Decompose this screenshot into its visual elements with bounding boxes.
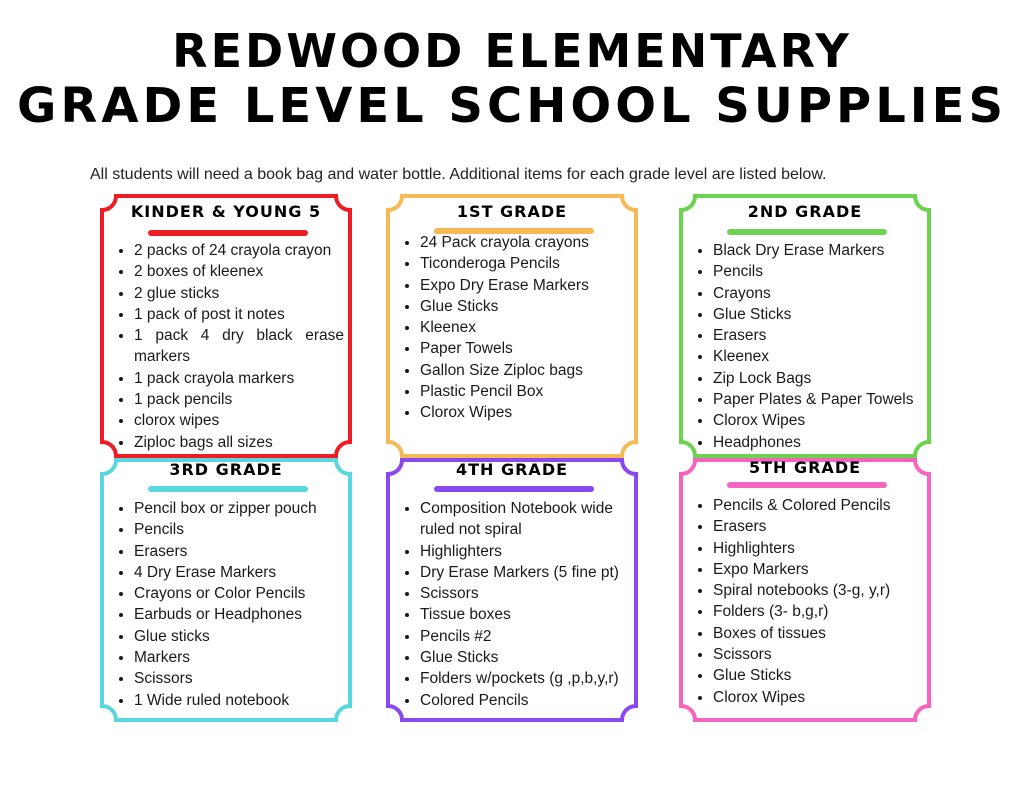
supply-item: • Expo Dry Erase Markers xyxy=(420,275,630,296)
supply-item: • 24 Pack crayola crayons xyxy=(420,232,630,253)
supply-item: • Crayons xyxy=(713,283,923,304)
supply-list xyxy=(386,498,630,711)
supply-item: • Markers xyxy=(134,647,344,668)
supply-item: • Glue Sticks xyxy=(420,296,630,317)
supply-item: • Glue Sticks xyxy=(420,647,630,668)
supply-item: • Highlighters xyxy=(420,541,630,562)
card-title: 2ND GRADE xyxy=(747,202,863,221)
supply-item: • 1 pack crayola markers xyxy=(134,368,344,389)
supply-item: • Gallon Size Ziploc bags xyxy=(420,360,630,381)
supply-item: • Pencils & Colored Pencils xyxy=(713,495,923,516)
supply-card-4th-grade xyxy=(386,458,638,722)
supply-card-2nd-grade xyxy=(679,194,931,458)
supply-item: • Glue sticks xyxy=(134,626,344,647)
supply-item: • Expo Markers xyxy=(713,559,923,580)
supply-item: • Zip Lock Bags xyxy=(713,368,923,389)
supply-item: • Black Dry Erase Markers xyxy=(713,240,923,261)
supply-item: • Glue Sticks xyxy=(713,304,923,325)
supply-item: • Composition Notebook wide ruled not spiral xyxy=(420,498,630,541)
card-title: KINDER & YOUNG 5 xyxy=(130,202,322,221)
supply-list xyxy=(100,240,344,453)
supply-list xyxy=(679,495,923,708)
intro-text: All students will need a book bag and water bottle. Additional items for each grade level are listed below. xyxy=(90,166,827,183)
supply-item: • Crayons or Color Pencils xyxy=(134,583,344,604)
supply-item: • Pencils xyxy=(713,261,923,282)
supply-item: • Folders w/pockets (g ,p,b,y,r) xyxy=(420,668,630,689)
card-title: 1ST GRADE xyxy=(456,202,568,221)
supply-card-5th-grade xyxy=(679,458,931,722)
supply-item: • 2 glue sticks xyxy=(134,283,344,304)
supply-item: • 1 pack 4 dry black erase markers xyxy=(134,325,344,368)
card-title-underline xyxy=(727,229,887,235)
supply-item: • Ticonderoga Pencils xyxy=(420,253,630,274)
supply-item: • 1 Wide ruled notebook xyxy=(134,690,344,711)
page-title-line-2: GRADE LEVEL SCHOOL SUPPLIES xyxy=(16,78,1008,134)
supply-item: • Kleenex xyxy=(713,346,923,367)
supply-card-kinder xyxy=(100,194,352,458)
supply-item: • Clorox Wipes xyxy=(713,410,923,431)
supply-item: • Scissors xyxy=(134,668,344,689)
supply-card-3rd-grade xyxy=(100,458,352,722)
card-title-underline xyxy=(434,486,594,492)
supply-item: • Erasers xyxy=(713,516,923,537)
supply-item: • Spiral notebooks (3-g, y,r) xyxy=(713,580,923,601)
supply-list xyxy=(679,240,923,453)
supply-item: • Headphones xyxy=(713,432,923,453)
supply-item: • Colored Pencils xyxy=(420,690,630,711)
supply-item: • Kleenex xyxy=(420,317,630,338)
card-title-underline xyxy=(148,486,308,492)
supply-item: • 1 pack pencils xyxy=(134,389,344,410)
supply-item: • Plastic Pencil Box xyxy=(420,381,630,402)
supply-item: • Folders (3- b,g,r) xyxy=(713,601,923,622)
supply-list xyxy=(386,232,630,424)
supply-item: • 4 Dry Erase Markers xyxy=(134,562,344,583)
page-title-line-1: REDWOOD ELEMENTARY xyxy=(172,24,852,78)
supply-item: • Clorox Wipes xyxy=(420,402,630,423)
supply-item: • Erasers xyxy=(134,541,344,562)
supply-item: • Ziploc bags all sizes xyxy=(134,432,344,453)
supply-item: • 1 pack of post it notes xyxy=(134,304,344,325)
supply-item: • Paper Towels xyxy=(420,338,630,359)
supply-item: • Earbuds or Headphones xyxy=(134,604,344,625)
supply-item: • Boxes of tissues xyxy=(713,623,923,644)
supply-item: • Dry Erase Markers (5 fine pt) xyxy=(420,562,630,583)
supply-item: • clorox wipes xyxy=(134,410,344,431)
supply-item: • Tissue boxes xyxy=(420,604,630,625)
supply-item: • Glue Sticks xyxy=(713,665,923,686)
supply-item: • Scissors xyxy=(713,644,923,665)
supply-list xyxy=(100,498,344,711)
supply-item: • 2 boxes of kleenex xyxy=(134,261,344,282)
supply-item: • Erasers xyxy=(713,325,923,346)
supply-card-1st-grade xyxy=(386,194,638,458)
supply-item: • Pencils xyxy=(134,519,344,540)
supply-item: • Pencils #2 xyxy=(420,626,630,647)
supply-item: • Pencil box or zipper pouch xyxy=(134,498,344,519)
supply-item: • Paper Plates & Paper Towels xyxy=(713,389,923,410)
supply-item: • Scissors xyxy=(420,583,630,604)
card-title: 5TH GRADE xyxy=(748,458,862,477)
card-title: 3RD GRADE xyxy=(169,460,283,479)
supply-item: • 2 packs of 24 crayola crayon xyxy=(134,240,344,261)
supply-item: • Clorox Wipes xyxy=(713,687,923,708)
supply-item: • Highlighters xyxy=(713,538,923,559)
card-title: 4TH GRADE xyxy=(455,460,569,479)
card-title-underline xyxy=(148,230,308,236)
card-title-underline xyxy=(727,482,887,488)
